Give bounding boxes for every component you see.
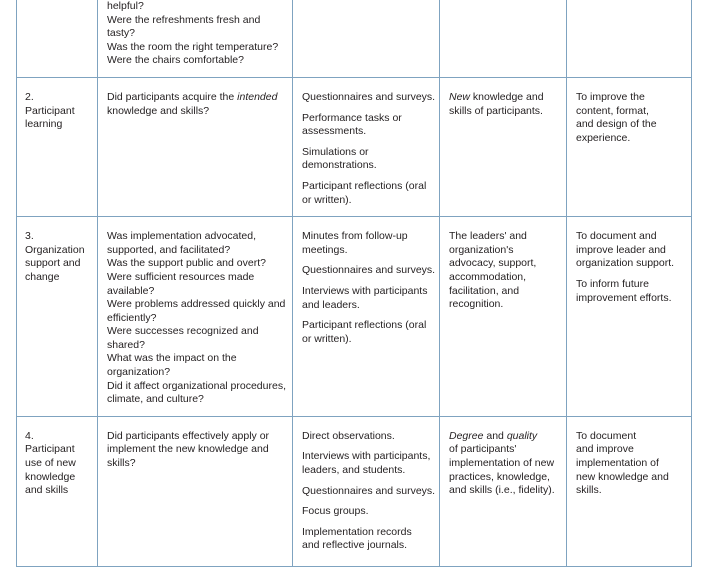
evidence-item: Interviews with participants, leaders, and students. [302, 450, 431, 477]
question-line: Was the support public and overt? [107, 257, 266, 270]
measures-cell [440, 217, 567, 417]
level-number: 3. [25, 230, 34, 243]
emphasis-text: intended [237, 90, 278, 103]
measure-line: organization's [449, 243, 514, 256]
questions-cell [98, 0, 293, 77]
question-line: efficiently? [107, 311, 157, 324]
level-cell [17, 0, 98, 77]
use-line: implementation of [576, 457, 659, 470]
question-line: Were sufficient resources made [107, 270, 255, 283]
evidence-item: Direct observations. [302, 429, 395, 442]
level-title-line: Participant [25, 443, 75, 456]
question-line: Were problems addressed quickly and [107, 298, 286, 311]
level-cell [17, 77, 98, 216]
emphasis-text: Degree [449, 429, 484, 442]
evidence-item: Minutes from follow-up meetings. [302, 230, 408, 256]
level-number: 4. [25, 429, 34, 442]
level-title-line: support and [25, 257, 81, 270]
measure-line: practices, knowledge, [449, 470, 550, 483]
level-title-line: and skills [25, 484, 69, 497]
use-line: experience. [576, 131, 631, 144]
measure-line: accommodation, [449, 270, 527, 283]
evidence-cell [293, 77, 440, 216]
evidence-item: Interviews with participants and leaders. [302, 284, 428, 311]
use-line: and design of the [576, 118, 657, 131]
use-line: and improve [576, 443, 634, 456]
question-line: tasty? [107, 27, 136, 40]
measure-line: New knowledge and [449, 90, 544, 103]
use-cell [567, 77, 692, 216]
questions-cell [98, 416, 293, 566]
evidence-item: Performance tasks or assessments. [302, 111, 402, 138]
evidence-item: Implementation records and reflective journals. [302, 525, 412, 552]
question-line: Was implementation advocated, [107, 230, 257, 243]
question-line: Did participants acquire the intended [107, 90, 278, 103]
use-line: content, format, [576, 104, 649, 117]
table-row-level-1-continued [17, 0, 692, 77]
level-title-line: change [25, 270, 60, 283]
measure-line: advocacy, support, [449, 257, 537, 270]
evidence-cell [293, 0, 440, 77]
measures-cell [440, 0, 567, 77]
measures-cell [440, 77, 567, 216]
question-line: supported, and facilitated? [107, 243, 231, 256]
use-line: new knowledge and [576, 470, 669, 483]
question-line: What was the impact on the [107, 352, 237, 365]
question-line: Were the chairs comfortable? [107, 54, 244, 67]
question-line: implement the new knowledge and [107, 443, 269, 456]
level-title-line: learning [25, 118, 63, 131]
question-line: organization? [107, 366, 171, 379]
measure-line: implementation of new [449, 457, 555, 470]
question-line: Were the refreshments fresh and [107, 13, 261, 26]
question-line: helpful? [107, 0, 144, 12]
evidence-item: Participant reflections (oral or written). [302, 319, 427, 345]
evidence-item: Focus groups. [302, 505, 369, 518]
evidence-item: Questionnaires and surveys. [302, 264, 436, 277]
measures-cell [440, 416, 567, 566]
evidence-cell [293, 416, 440, 566]
use-cell [567, 416, 692, 566]
measure-line: Degree and quality [449, 429, 538, 442]
table-row-level-4 [17, 416, 692, 566]
measure-line: The leaders' and [449, 230, 527, 243]
questions-cell [98, 77, 293, 216]
use-line: skills. [576, 484, 602, 497]
evidence-cell [293, 217, 440, 417]
use-cell [567, 0, 692, 77]
question-line: climate, and culture? [107, 393, 204, 406]
evidence-item: Questionnaires and surveys. [302, 484, 436, 497]
measure-line: and skills (i.e., fidelity). [449, 484, 555, 497]
table-row-level-3 [17, 217, 692, 417]
use-paragraph: To document and improve leader and organization support. [576, 230, 675, 270]
measure-line: skills of participants. [449, 104, 543, 117]
emphasis-text: quality [506, 429, 538, 442]
level-title-line: knowledge [25, 470, 76, 483]
emphasis-text: New [449, 90, 471, 103]
evaluation-levels-table [16, 0, 692, 567]
level-cell [17, 416, 98, 566]
question-line: skills? [107, 457, 136, 470]
question-line: Did participants effectively apply or [107, 429, 270, 442]
level-title-line: use of new [25, 457, 76, 470]
measure-line: facilitation, and [449, 284, 520, 297]
question-line: Were successes recognized and [107, 325, 259, 338]
use-paragraph: To inform future improvement efforts. [576, 277, 672, 304]
use-line: To improve the [576, 90, 645, 103]
question-line: Did it affect organizational procedures, [107, 379, 286, 392]
use-cell [567, 217, 692, 417]
question-line: shared? [107, 338, 145, 351]
level-cell [17, 217, 98, 417]
evidence-item: Simulations or demonstrations. [302, 145, 377, 172]
level-title-line: Organization [25, 243, 85, 256]
measure-line: recognition. [449, 298, 504, 311]
question-line: Was the room the right temperature? [107, 40, 279, 53]
evidence-item: Questionnaires and surveys. [302, 90, 436, 103]
questions-cell [98, 217, 293, 417]
level-number: 2. [25, 90, 34, 103]
measure-line: of participants' [449, 443, 517, 456]
table-row-level-2 [17, 77, 692, 216]
use-line: To document [576, 429, 637, 442]
evidence-item: Participant reflections (oral or written). [302, 179, 427, 206]
question-line: knowledge and skills? [107, 104, 210, 117]
level-title-line: Participant [25, 104, 75, 117]
question-line: available? [107, 284, 155, 297]
